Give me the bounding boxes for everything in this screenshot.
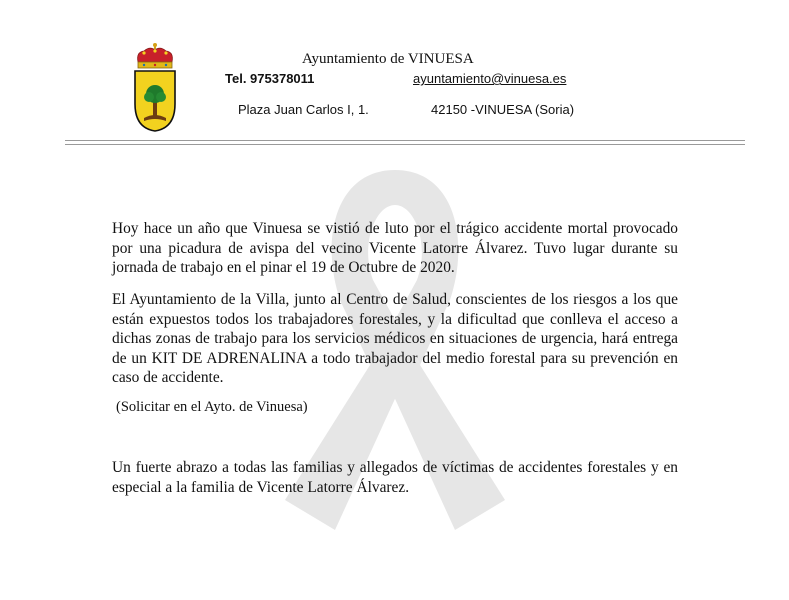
coat-of-arms-icon [130,42,180,134]
request-note: (Solicitar en el Ayto. de Vinuesa) [116,399,308,415]
paragraph-announcement: El Ayuntamiento de la Villa, junto al Centro de Salud, conscientes de los riesgos a los que están expuestos todos los trabajadores forestales, y la dificultad que conlleva el acceso a dichas zonas de trabajo para los servicios médicos en situaciones de urgencia, hará entrega de un KIT DE ADRENALINA a todo trabajador del medio forestal para su prevención en caso de accidente. [112,291,678,386]
paragraph-intro: Hoy hace un año que Vinuesa se vistió de luto por el trágico accidente mortal provocado por una picadura de avispa del vecino Vicente Latorre Álvarez. Tuvo lugar durante su jornada de trabajo en el pinar el 19 de Octubre de 2020. [112,220,678,276]
header-title: Ayuntamiento de VINUESA [302,51,474,67]
header-divider [65,140,745,145]
header-phone: Tel. 975378011 [225,71,315,86]
header-address: Plaza Juan Carlos I, 1. [238,102,369,117]
header-email-link[interactable]: ayuntamiento@vinuesa.es [413,71,567,86]
header-city: 42150 -VINUESA (Soria) [431,102,575,117]
paragraph-closing: Un fuerte abrazo a todas las familias y allegados de víctimas de accidentes forestales y en especial a la familia de Vicente Latorre Álvarez. [112,459,678,496]
